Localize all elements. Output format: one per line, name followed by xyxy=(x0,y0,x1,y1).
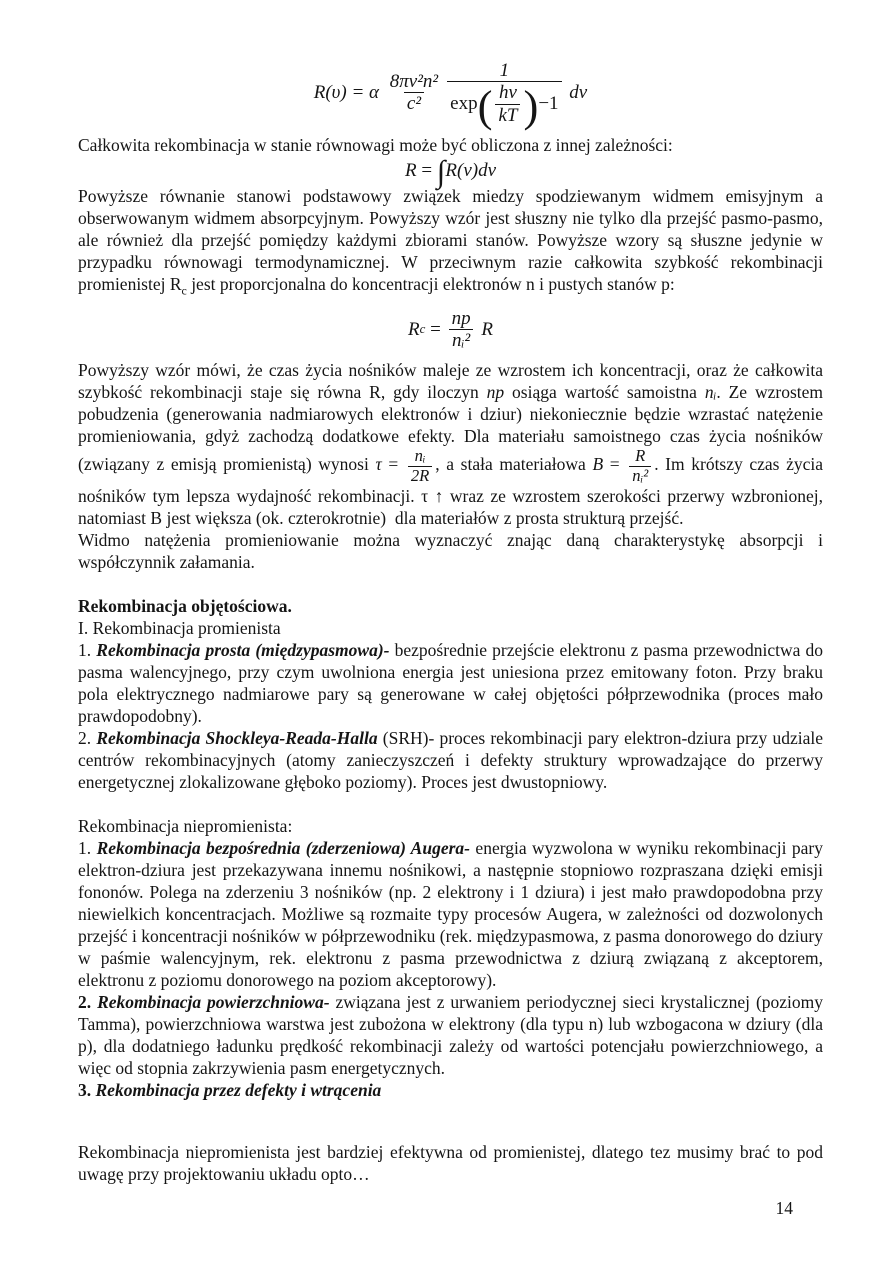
text-segment: c xyxy=(181,283,187,298)
fraction-numerator: hv xyxy=(498,82,517,104)
text-segment: dv xyxy=(564,82,588,104)
text-segment: 3. xyxy=(78,1080,96,1101)
fraction-denominator: c² xyxy=(404,92,424,114)
text-segment: jest proporcjonalna do koncentracji elektronów n i pustych stanów p: xyxy=(186,274,675,295)
text-segment: Rekombinacja niepromienista: xyxy=(78,816,293,837)
text-segment: . Ze wzrostem pobudzenia (generowania nadmiarowych elektronów i dziur) niekoniecznie będzie wzrastać natężenie promieniowania, gdyż zachodzą dodatkowe efekty. Dla materiału samoistnego czas życia nośników (związany z emisją promienistą) wynosi xyxy=(78,382,828,475)
text-segment: osiąga wartość samoistna xyxy=(504,382,705,403)
fraction-denominator: nᵢ² xyxy=(629,466,651,486)
page-number: 14 xyxy=(775,1198,793,1218)
text-segment: = xyxy=(425,318,446,340)
text-segment: nᵢ xyxy=(704,382,717,403)
text-segment: = xyxy=(603,454,627,475)
para-nonradiative-label xyxy=(78,815,823,837)
text-segment: R xyxy=(476,318,493,340)
text-segment: = xyxy=(416,159,437,181)
text-segment: τ xyxy=(375,454,382,475)
text-segment: , a stała materiałowa xyxy=(435,454,593,475)
text-segment: 1. xyxy=(78,838,97,859)
equation-rc-np-ni xyxy=(78,308,823,352)
para-surface-recombination xyxy=(78,991,828,1079)
fraction-numerator: R xyxy=(635,446,646,466)
text-segment: Rekombinacja bezpośrednia (zderzeniowa) Augera- xyxy=(96,838,470,859)
fraction xyxy=(408,447,432,485)
fraction-numerator: np xyxy=(451,307,471,329)
text-segment: R(v)dv xyxy=(445,159,497,181)
text-segment: R xyxy=(404,159,417,181)
equation-spectral-recombination-rate xyxy=(78,60,823,132)
text-segment: . Im krótszy czas życia nośników tym lepsza wydajność rekombinacji. τ ↑ wraz ze wzrostem szerokości przerwy wzbronionej, natomiast B jest większa (ok. czterokrotnie) dla materiałów z prosta strukturą przejść. xyxy=(78,454,828,529)
text-segment: B xyxy=(592,454,604,475)
para-conclusion xyxy=(78,1141,828,1185)
text-segment: Rekombinacja prosta (międzypasmowa)- xyxy=(96,640,390,661)
text-segment: (SRH)- proces rekombinacji pary elektron-dziura przy udziale centrów rekombinacyjnych (atomy zanieczyszczeń i defekty struktury wprowadzające do przerwy energetycznej zlokalizowane głęboko poziomy). Proces jest dwustopniowy. xyxy=(78,728,828,793)
document-body xyxy=(78,60,828,1185)
text-segment: bezpośrednie przejście elektronu z pasma przewodnictwa do pasma walencyjnego, przy czym uwolniona energia jest uniesiona przez emitowany foton. Przy braku pola elektrycznego nadmiarowe pary są generowane w całej objętości półprzewodnika (proces mało prawdopodobny). xyxy=(78,640,828,727)
para-defect-recombination xyxy=(78,1079,823,1101)
text-segment: Całkowita rekombinacja w stanie równowagi może być obliczona z innej zależności: xyxy=(78,134,673,155)
para-emission-absorption-relation xyxy=(78,185,828,302)
text-segment: I. Rekombinacja promienista xyxy=(78,618,281,639)
text-segment: 2. xyxy=(78,728,97,749)
heading-volume-recombination xyxy=(78,595,823,617)
text-segment: 1. xyxy=(78,640,97,661)
text-segment: = xyxy=(381,454,405,475)
fraction-denominator: nᵢ² xyxy=(449,329,473,351)
text-segment: R xyxy=(408,318,420,340)
fraction-denominator: exp ( $\frac{hv}{kT}$ ) −1 xyxy=(447,81,561,126)
equation-total-recombination: R = ∫ R(v)dv xyxy=(404,154,497,190)
para-total-recombination-intro xyxy=(78,134,823,156)
fraction-numerator: nᵢ xyxy=(414,446,426,466)
fraction xyxy=(495,82,520,126)
para-auger-recombination xyxy=(78,837,828,991)
para-radiative-recombination-label xyxy=(78,617,823,639)
text-segment: Rekombinacja objętościowa. xyxy=(78,596,292,617)
text-segment: c xyxy=(419,321,426,337)
text-segment: 2. xyxy=(78,992,98,1013)
text-segment: Rekombinacja przez defekty i wtrącenia xyxy=(95,1080,382,1101)
text-segment: np xyxy=(486,382,505,403)
para-carrier-lifetime xyxy=(78,359,828,529)
fraction-numerator: 1 xyxy=(499,60,510,81)
fraction xyxy=(447,60,561,132)
para-direct-band-recombination xyxy=(78,639,828,727)
para-emission-spectrum xyxy=(78,529,828,573)
fraction xyxy=(629,447,651,485)
fraction-denominator: 2R xyxy=(408,466,432,486)
para-srh-recombination xyxy=(78,727,828,793)
text-segment: Widmo natężenia promieniowanie można wyznaczyć znając daną charakterystykę absorpcji i współczynnik załamania. xyxy=(78,530,828,573)
text-segment: R(υ) = α xyxy=(313,82,384,104)
fraction xyxy=(449,308,474,352)
text-segment: Rekombinacja niepromienista jest bardziej efektywna od promienistej, dlatego tez musimy brać to pod uwagę przy projektowaniu układu opto… xyxy=(78,1142,828,1185)
text-segment: Rekombinacja powierzchniowa- xyxy=(97,992,330,1013)
text-segment: energia wyzwolona w wyniku rekombinacji pary elektron-dziura jest przekazywana innemu nośnikowi, a następnie stopniowo rozpraszana dzięki emisji fononów. Polega na zderzeniu 3 nośników (np. 2 elektrony i 1 dziura) i jest mało prawdopodobna przy niewielkich koncentracjach. Możliwe są rozmaite typy procesów Augera, w zależności od dozwolonych przejść i koncentracji nośników w półprzewodniku (rek. międzypasmowa, z pasma donorowego do dziury w paśmie walencyjnym, rek. elektronu z pasma przewodnictwa z dziurą związaną z akceptorem, elektronu z poziomu donorowego na poziom akceptorowy). xyxy=(78,838,828,991)
text-segment: Powyższy wzór mówi, że czas życia nośników maleje ze wzrostem ich koncentracji, oraz że całkowita szybkość rekombinacji staje się równa R, gdy iloczyn xyxy=(78,360,828,403)
text-segment: Rekombinacja Shockleya-Reada-Halla xyxy=(96,728,378,749)
text-segment: −1 xyxy=(538,93,559,115)
text-segment: Powyższe równanie stanowi podstawowy związek miedzy spodziewanym widmem emisyjnym a obserwowanym widmem absorpcyjnym. Powyższy wzór jest słuszny nie tylko dla przejść pasmo-pasmo, ale również dla przejść pomiędzy każdymi zbiorami stanów. Powyższe wzory są słuszne jedynie w przypadku równowagi termodynamicznej. W przeciwnym razie całkowita szybkość rekombinacji promienistej R xyxy=(78,186,828,295)
text-segment: związana jest z urwaniem periodycznej sieci krystalicznej (poziomy Tamma), powierzchniowa warstwa jest zubożona w elektrony (dla typu n) lub wzbogacona w dziury (dla p), dla dodatniego ładunku prędkość rekombinacji zależy od wartości potencjału powierzchniowego, a więc od stopnia zakrzywienia pasm energetycznych. xyxy=(78,992,828,1079)
fraction-denominator: kT xyxy=(495,104,520,126)
fraction-numerator: 8πv²n² xyxy=(389,71,439,93)
fraction xyxy=(387,71,441,115)
text-segment: exp xyxy=(450,93,478,115)
